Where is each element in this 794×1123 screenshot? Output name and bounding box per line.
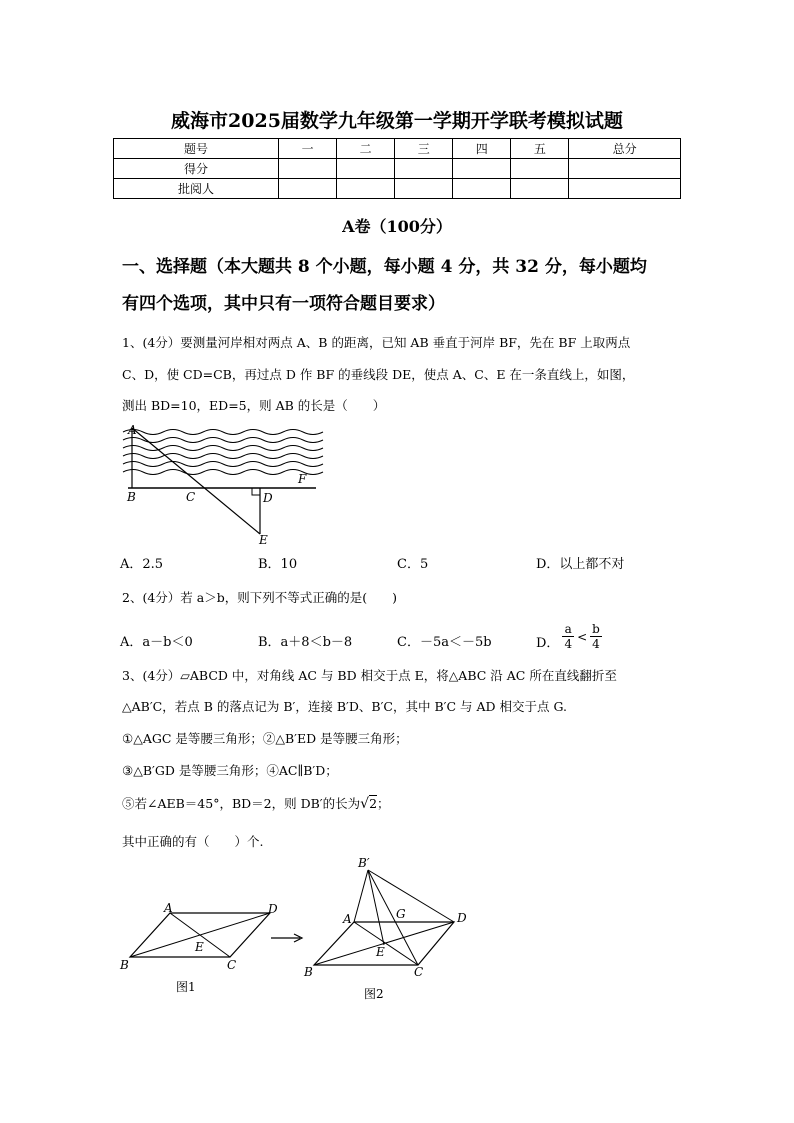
table-cell: [337, 159, 395, 179]
q1-river-figure: [118, 420, 328, 548]
table-cell: [395, 159, 453, 179]
table-cell: [279, 179, 337, 199]
section-a-title: A卷（100分）: [342, 217, 452, 236]
label-c: C: [414, 965, 424, 979]
q3-line1: 3、(4分）▱ABCD 中，对角线 AC 与 BD 相交于点 E，将△ABC 沿 AC 所在直线翻折至: [122, 668, 617, 683]
table-cell: [279, 159, 337, 179]
fraction-a-over-4: [562, 622, 574, 651]
row-label: 批阅人: [114, 179, 279, 199]
table-header: 五: [511, 139, 569, 159]
table-header: 总分: [569, 139, 681, 159]
table-cell: [569, 179, 681, 199]
fraction-numerator: b: [592, 622, 600, 636]
right-angle-mark: [252, 488, 260, 495]
sqrt-radicand: 2: [369, 796, 378, 811]
q3-statement-3-text: ⑤若∠AEB＝45°，BD＝2，则 DB′的长为: [122, 796, 361, 811]
section-heading-line2: 有四个选项，其中只有一项符合题目要求）: [122, 294, 445, 314]
q3-figure-1: [115, 900, 295, 980]
segment-b-prime-d: [368, 870, 454, 922]
figure-1-caption: 图1: [176, 980, 196, 994]
less-than-sign: <: [577, 629, 588, 644]
q2-stem: 2、(4分）若 a＞b，则下列不等式正确的是( ): [122, 590, 397, 605]
q3-statement-2: ③△B′GD 是等腰三角形；④AC∥B′D；: [122, 763, 338, 778]
q1-line2: C、D，使 CD=CB，再过点 D 作 BF 的垂线段 DE，使点 A、C、E 在一条直线上，如图，: [122, 367, 635, 382]
q3-statement-3-end: ；: [377, 796, 390, 811]
q3-statement-1: ①△AGC 是等腰三角形；②△B′ED 是等腰三角形；: [122, 731, 408, 746]
fraction-b-over-4: [590, 622, 602, 651]
q2-option-c: C．－5a＜－5b: [397, 635, 492, 650]
line-ace: [132, 428, 260, 534]
q3-question-end: 其中正确的有（ ）个.: [122, 834, 264, 849]
fraction-denominator: 4: [592, 637, 600, 651]
q3-line2: △AB′C，若点 B 的落点记为 B′，连接 B′D、B′C，其中 B′C 与 AD 相交于点 G.: [122, 699, 567, 714]
table-cell: [453, 179, 511, 199]
fraction-numerator: a: [564, 622, 572, 636]
table-cell: [337, 179, 395, 199]
q2-option-a: A．a－b＜0: [120, 635, 193, 650]
figure-2-caption: 图2: [364, 987, 384, 1001]
table-header: 四: [453, 139, 511, 159]
table-row: [114, 159, 681, 179]
label-d: D: [263, 491, 273, 505]
table-cell: [511, 179, 569, 199]
river-waves: [123, 430, 323, 475]
label-b: B: [127, 490, 136, 504]
table-cell: [453, 159, 511, 179]
label-e: E: [195, 940, 204, 954]
label-d: D: [268, 902, 278, 916]
label-b-prime: B′: [358, 856, 370, 870]
label-e: E: [259, 533, 268, 547]
table-cell: [569, 159, 681, 179]
score-table: [113, 138, 681, 199]
label-e: E: [376, 945, 385, 959]
table-row: [114, 179, 681, 199]
q1-line1: 1、(4分）要测量河岸相对两点 A、B 的距离，已知 AB 垂直于河岸 BF，先在 BF 上取两点: [122, 335, 631, 350]
label-c: C: [227, 958, 237, 972]
q2-option-d-label: D．: [536, 635, 560, 651]
q2-option-d: [536, 622, 602, 651]
fraction-denominator: 4: [564, 637, 573, 651]
table-cell: [511, 159, 569, 179]
q1-option-c: C．5: [397, 557, 429, 572]
table-row: [114, 139, 681, 159]
label-f: F: [298, 472, 307, 486]
q1-line3: 测出 BD=10，ED=5，则 AB 的长是（ ）: [122, 398, 386, 413]
label-g: G: [396, 907, 406, 921]
q1-option-d: D．以上都不对: [536, 557, 625, 572]
diagonal-ac: [354, 922, 418, 965]
table-header: 一: [279, 139, 337, 159]
table-cell: [395, 179, 453, 199]
segment-b-prime-e: [368, 870, 384, 945]
table-header: 题号: [114, 139, 279, 159]
q1-option-a: A．2.5: [120, 557, 164, 572]
label-c: C: [186, 490, 196, 504]
label-a: A: [164, 901, 173, 915]
q2-option-b: B．a＋8＜b－8: [258, 635, 353, 650]
label-d: D: [457, 911, 467, 925]
q3-figure-2: [296, 855, 476, 980]
label-b: B: [120, 958, 129, 972]
section-heading-line1: 一、选择题（本大题共 8 个小题，每小题 4 分，共 32 分，每小题均: [122, 257, 647, 277]
row-label: 得分: [114, 159, 279, 179]
segment-ab-prime: [354, 870, 368, 922]
table-header: 二: [337, 139, 395, 159]
q1-option-b: B．10: [258, 557, 298, 572]
label-a: A: [128, 423, 137, 437]
q3-statement-3: [122, 796, 682, 812]
label-b: B: [304, 965, 313, 979]
page-title: 威海市2025届数学九年级第一学期开学联考模拟试题: [171, 110, 623, 132]
table-header: 三: [395, 139, 453, 159]
label-a: A: [343, 912, 352, 926]
sqrt-sign: √: [360, 796, 370, 812]
